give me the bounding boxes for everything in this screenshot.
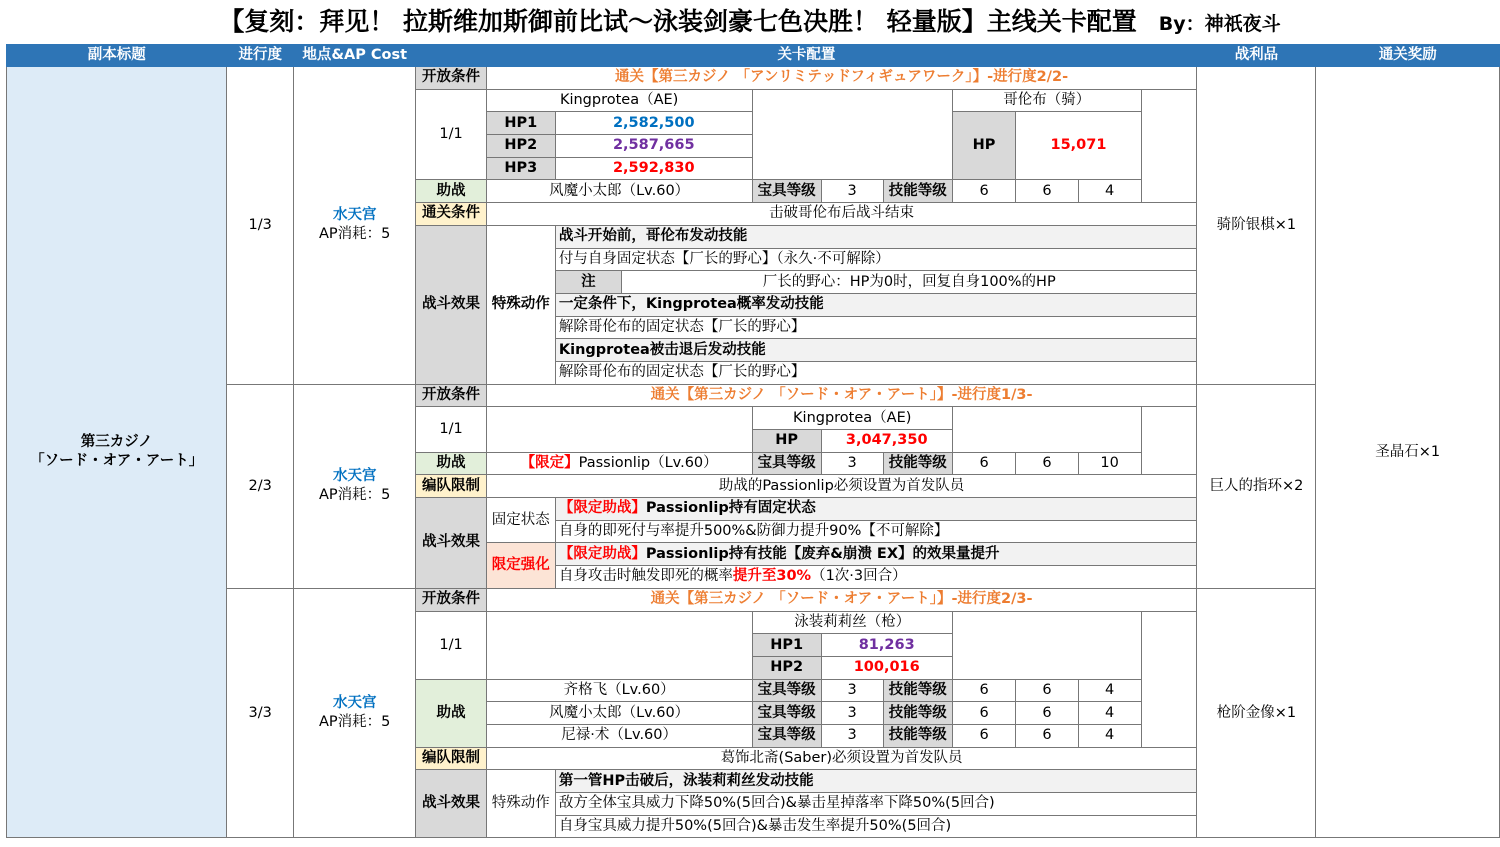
- stage1-enemy1-name: Kingprotea（AE): [486, 89, 752, 112]
- stage3-support2-np-label: 宝具等级: [752, 702, 821, 725]
- stage1-clear-condition: 击破哥伦布后战斗结束: [486, 203, 1197, 226]
- stage1-effect-6: Kingprotea被击退后发动技能: [555, 339, 1197, 362]
- stage3-support3-np: 3: [821, 724, 883, 747]
- stage2-party-label: 编队限制: [416, 475, 486, 498]
- table-row: [7, 67, 1500, 90]
- stage2-wave: 1/1: [416, 407, 486, 452]
- stage3-support1-np-label: 宝具等级: [752, 679, 821, 702]
- stage3-empty-right: [952, 611, 1141, 679]
- stage1-enemy2-hp-value: 15,071: [1016, 112, 1141, 180]
- page-title: [0, 0, 1500, 44]
- header-reward: 通关奖励: [1316, 45, 1500, 67]
- stage2-open-condition: 通关【第三カジノ 「ソード・オア・アート」】-进行度1/3-: [486, 384, 1197, 407]
- stage1-effect-1: 战斗开始前，哥伦布发动技能: [555, 225, 1197, 248]
- stage2-empty-left: [486, 407, 752, 452]
- stage2-support-tag: 【限定】: [520, 455, 579, 472]
- author: By：神祇夜斗: [1158, 13, 1281, 35]
- stage1-ap: AP消耗：5: [319, 226, 391, 243]
- stage3-open-condition: 通关【第三カジノ 「ソード・オア・アート」】-进行度2/3-: [486, 588, 1197, 611]
- stage1-np-label: 宝具等级: [752, 180, 821, 203]
- stage2-party-limit: 助战的Passionlip必须设置为首发队员: [486, 475, 1197, 498]
- stage1-enemy2-hp-label: HP: [952, 112, 1016, 180]
- stage3-support3-skill2: 6: [1016, 724, 1078, 747]
- stage3-hp2-value: 100,016: [821, 656, 952, 679]
- table-row: [7, 384, 1500, 407]
- stage2-effect-3-tag: 【限定助战】: [558, 545, 646, 562]
- stage3-support2-skill2: 6: [1016, 702, 1078, 725]
- stage1-skill3: 4: [1078, 180, 1141, 203]
- stage2-effect-1-tag: 【限定助战】: [558, 500, 646, 517]
- stage2-effect-1: [555, 498, 1197, 521]
- stage3-support1-skill3: 4: [1078, 679, 1141, 702]
- stage1-skill2: 6: [1016, 180, 1078, 203]
- stage1-hp2-value: 2,587,665: [555, 135, 752, 158]
- stage1-effect-4: 一定条件下，Kingprotea概率发动技能: [555, 293, 1197, 316]
- stage1-special-label: 特殊动作: [486, 225, 555, 384]
- stage2-skill3: 10: [1078, 452, 1141, 475]
- stage2-support-servant: Passionlip（Lv.60）: [578, 455, 718, 472]
- stage1-skill1: 6: [952, 180, 1016, 203]
- stage3-effect-3: 自身宝具威力提升50%(5回合)&暴击发生率提升50%(5回合): [555, 815, 1197, 838]
- stage1-progress: 1/3: [227, 67, 294, 385]
- stage3-effect-1: 第一管HP击破后，泳装莉莉丝发动技能: [555, 770, 1197, 793]
- stage2-effect-4-c: （1次·3回合）: [811, 568, 907, 585]
- header-location: 地点&AP Cost: [294, 45, 416, 67]
- stage1-support-name: 风魔小太郎（Lv.60）: [486, 180, 752, 203]
- stage1-open-condition: 通关【第三カジノ 「アンリミテッドフィギュアワーク」】-进行度2/2-: [486, 67, 1197, 90]
- header-progress: 进行度: [227, 45, 294, 67]
- stage1-enemy2-name: 哥伦布（骑）: [952, 89, 1141, 112]
- stage2-loot: 巨人的指环×2: [1197, 384, 1316, 588]
- stage3-support2-skill-label: 技能等级: [883, 702, 952, 725]
- stage1-empty: [752, 89, 952, 180]
- clear-reward: 圣晶石×1: [1316, 67, 1500, 838]
- stage1-note-text: 厂长的野心：HP为0时，回复自身100%的HP: [621, 271, 1197, 294]
- stage3-support3-name: 尼禄·术（Lv.60）: [486, 724, 752, 747]
- stage2-effect-3: [555, 543, 1197, 566]
- stage2-skill-label: 技能等级: [883, 452, 952, 475]
- stage2-location: [294, 384, 416, 588]
- stage3-hp1-label: HP1: [752, 634, 821, 657]
- stage3-support3-skill-label: 技能等级: [883, 724, 952, 747]
- stage2-ap: AP消耗：5: [319, 487, 391, 504]
- stage2-hp-value: 3,047,350: [821, 430, 952, 453]
- stage1-effect-7: 解除哥伦布的固定状态【厂长的野心】: [555, 361, 1197, 384]
- header-config: 关卡配置: [416, 45, 1197, 67]
- stage3-empty-left: [486, 611, 752, 679]
- stage3-hp2-label: HP2: [752, 656, 821, 679]
- stage1-clear-label: 通关条件: [416, 203, 486, 226]
- stage1-skill-label: 技能等级: [883, 180, 952, 203]
- stage2-effect-4: [555, 566, 1197, 589]
- stage2-progress: 2/3: [227, 384, 294, 588]
- stage1-support-label: 助战: [416, 180, 486, 203]
- stage2-effect-2: 自身的即死付与率提升500%&防御力提升90%【不可解除】: [555, 520, 1197, 543]
- stage2-skill1: 6: [952, 452, 1016, 475]
- stage3-support3-np-label: 宝具等级: [752, 724, 821, 747]
- stage2-enemy1-name: Kingprotea（AE): [752, 407, 952, 430]
- stage3-wave: 1/1: [416, 611, 486, 679]
- stage3-support3-skill1: 6: [952, 724, 1016, 747]
- stage2-location-name: 水天宫: [332, 468, 377, 485]
- stage2-open-label: 开放条件: [416, 384, 486, 407]
- stage3-support1-skill2: 6: [1016, 679, 1078, 702]
- stage2-effect-1-text: Passionlip持有固定状态: [645, 500, 816, 517]
- stage1-hp1-value: 2,582,500: [555, 112, 752, 135]
- stage2-boost-label: 限定强化: [486, 543, 555, 588]
- stage3-loot: 枪阶金像×1: [1197, 588, 1316, 838]
- stage3-party-label: 编队限制: [416, 747, 486, 770]
- stage3-support2-np: 3: [821, 702, 883, 725]
- stage3-support2-name: 风魔小太郎（Lv.60）: [486, 702, 752, 725]
- stage1-hp3-label: HP3: [486, 157, 555, 180]
- stage3-special-label: 特殊动作: [486, 770, 555, 838]
- stage3-effect-label: 战斗效果: [416, 770, 486, 838]
- stage3-support-label: 助战: [416, 679, 486, 747]
- header-row: [7, 45, 1500, 67]
- stage3-support1-skill-label: 技能等级: [883, 679, 952, 702]
- stage2-skill2: 6: [1016, 452, 1078, 475]
- stage3-effect-2: 敌方全体宝具威力下降50%(5回合)&暴击星掉落率下降50%(5回合): [555, 793, 1197, 816]
- stage1-open-label: 开放条件: [416, 67, 486, 90]
- stage3-support2-skill3: 4: [1078, 702, 1141, 725]
- stage3-location: [294, 588, 416, 838]
- dungeon-title-cell: [7, 67, 227, 838]
- title-text: 【复刻：拜见！ 拉斯维加斯御前比试～泳装剑豪七色决胜！ 轻量版】主线关卡配置: [219, 7, 1137, 36]
- stage2-effect-3-text: Passionlip持有技能【废弃&崩溃 EX】的效果量提升: [645, 545, 1000, 562]
- stage3-support1-np: 3: [821, 679, 883, 702]
- stage3-support1-skill1: 6: [952, 679, 1016, 702]
- stage2-effect-4-b: 提升至30%: [732, 568, 812, 585]
- stage1-np-value: 3: [821, 180, 883, 203]
- stage1-hp3-value: 2,592,830: [555, 157, 752, 180]
- stage3-ap: AP消耗：5: [319, 714, 391, 731]
- stage1-effect-2: 付与自身固定状态【厂长的野心】（永久·不可解除）: [555, 248, 1197, 271]
- stage1-effect-5: 解除哥伦布的固定状态【厂长的野心】: [555, 316, 1197, 339]
- stage2-support-name: [486, 452, 752, 475]
- stage2-effect-label: 战斗效果: [416, 498, 486, 589]
- stage2-hp-label: HP: [752, 430, 821, 453]
- stage2-empty-right: [952, 407, 1141, 452]
- stage1-location-name: 水天宫: [332, 207, 377, 224]
- stage3-hp1-value: 81,263: [821, 634, 952, 657]
- stage1-note-label: 注: [555, 271, 621, 294]
- header-loot: 战利品: [1197, 45, 1316, 67]
- stage1-effect-label: 战斗效果: [416, 225, 486, 384]
- stage1-hp1-label: HP1: [486, 112, 555, 135]
- stage1-location: [294, 67, 416, 385]
- stage2-np-value: 3: [821, 452, 883, 475]
- stage-config-table: [6, 44, 1500, 838]
- stage3-open-label: 开放条件: [416, 588, 486, 611]
- dungeon-title-line1: 第三カジノ: [80, 434, 153, 451]
- stage2-np-label: 宝具等级: [752, 452, 821, 475]
- stage1-hp2-label: HP2: [486, 135, 555, 158]
- stage3-support2-skill1: 6: [952, 702, 1016, 725]
- stage1-loot: 骑阶银棋×1: [1197, 67, 1316, 385]
- stage3-support1-name: 齐格飞（Lv.60）: [486, 679, 752, 702]
- header-dungeon: 副本标题: [7, 45, 227, 67]
- stage3-location-name: 水天宫: [332, 695, 377, 712]
- stage3-enemy1-name: 泳装莉莉丝（枪）: [752, 611, 952, 634]
- stage2-support-label: 助战: [416, 452, 486, 475]
- stage1-wave: 1/1: [416, 89, 486, 180]
- stage2-effect-4-a: 自身攻击时触发即死的概率: [558, 568, 733, 585]
- table-row: [7, 588, 1500, 611]
- stage3-party-limit: 葛饰北斋(Saber)必须设置为首发队员: [486, 747, 1197, 770]
- dungeon-title-line2: 「ソード・オア・アート」: [30, 453, 204, 470]
- stage2-fixed-label: 固定状态: [486, 498, 555, 543]
- stage3-progress: 3/3: [227, 588, 294, 838]
- stage3-support3-skill3: 4: [1078, 724, 1141, 747]
